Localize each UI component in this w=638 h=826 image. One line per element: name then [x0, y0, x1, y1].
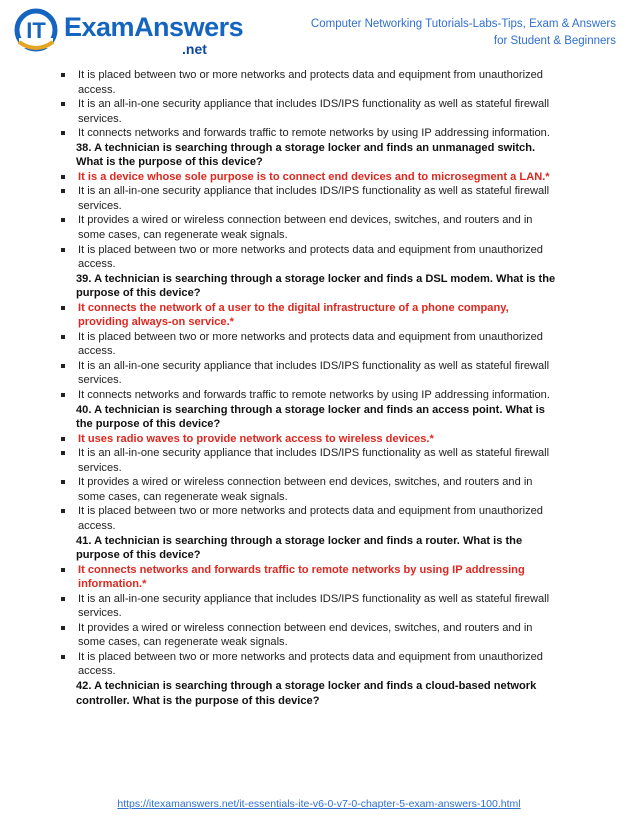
list-item: It is an all-in-one security appliance that includes IDS/IPS functionality as well as stateful firewall services. [60, 97, 560, 126]
correct-answer: It uses radio waves to provide network access to wireless devices.* [60, 432, 560, 447]
question-40: 40. A technician is searching through a storage locker and finds an access point. What is the purpose of this device? [76, 403, 545, 431]
list-item: It connects networks and forwards traffic to remote networks by using IP addressing information. [60, 126, 560, 141]
logo-it-text: IT [26, 18, 46, 43]
list-item: It connects networks and forwards traffic to remote networks by using IP addressing information. [60, 388, 560, 403]
list-item: It is placed between two or more networks and protects data and equipment from unauthorized access. [60, 68, 560, 97]
list-item: It provides a wired or wireless connection between end devices, switches, and routers and in some cases, can regenerate weak signals. [60, 213, 560, 242]
answer-list [60, 68, 560, 141]
correct-answer: It connects the network of a user to the digital infrastructure of a phone company, providing always-on service.* [60, 301, 560, 330]
it-logo-icon [14, 8, 58, 52]
question-41: 41. A technician is searching through a storage locker and finds a router. What is the purpose of this device? [76, 534, 523, 562]
answer-list [60, 170, 560, 272]
list-item: It is placed between two or more networks and protects data and equipment from unauthorized access. [60, 504, 560, 533]
logo-net-text: .net [182, 41, 207, 57]
list-item: It is an all-in-one security appliance that includes IDS/IPS functionality as well as stateful firewall services. [60, 446, 560, 475]
list-item: It is placed between two or more networks and protects data and equipment from unauthorized access. [60, 330, 560, 359]
answer-list [60, 432, 560, 534]
page-header [0, 0, 638, 62]
list-item: It is placed between two or more networks and protects data and equipment from unauthorized access. [60, 243, 560, 272]
question-42: 42. A technician is searching through a storage locker and finds a cloud-based network controller. What is the purpose of this device? [76, 679, 537, 707]
list-item: It is an all-in-one security appliance that includes IDS/IPS functionality as well as stateful firewall services. [60, 592, 560, 621]
source-url-link[interactable]: https://itexamanswers.net/it-essentials-ite-v6-0-v7-0-chapter-5-exam-answers-100.html [117, 798, 521, 810]
page-footer [0, 798, 638, 810]
question-39: 39. A technician is searching through a storage locker and finds a DSL modem. What is the purpose of this device? [76, 272, 556, 300]
tagline-line-2: for Student & Beginners [493, 35, 616, 47]
list-item: It provides a wired or wireless connection between end devices, switches, and routers and in some cases, can regenerate weak signals. [60, 621, 560, 650]
list-item: It is placed between two or more networks and protects data and equipment from unauthorized access. [60, 650, 560, 679]
exam-content [60, 68, 560, 708]
list-item: It provides a wired or wireless connection between end devices, switches, and routers and in some cases, can regenerate weak signals. [60, 475, 560, 504]
header-tagline [286, 16, 616, 50]
answer-list [60, 563, 560, 679]
logo-exam-text: Exam [64, 12, 135, 42]
list-item: It is an all-in-one security appliance that includes IDS/IPS functionality as well as stateful firewall services. [60, 184, 560, 213]
logo-answers-text: Answers [134, 12, 244, 42]
question-38: 38. A technician is searching through a storage locker and finds an unmanaged switch. What is the purpose of this device? [76, 141, 536, 169]
logo-wordmark [64, 12, 243, 42]
list-item: It is an all-in-one security appliance that includes IDS/IPS functionality as well as stateful firewall services. [60, 359, 560, 388]
tagline-line-1: Computer Networking Tutorials-Labs-Tips, Exam & Answers [310, 18, 616, 30]
answer-list [60, 301, 560, 403]
site-logo[interactable] [12, 8, 244, 58]
correct-answer: It connects networks and forwards traffic to remote networks by using IP addressing information.* [60, 563, 560, 592]
correct-answer: It is a device whose sole purpose is to connect end devices and to microsegment a LAN.* [60, 170, 560, 185]
